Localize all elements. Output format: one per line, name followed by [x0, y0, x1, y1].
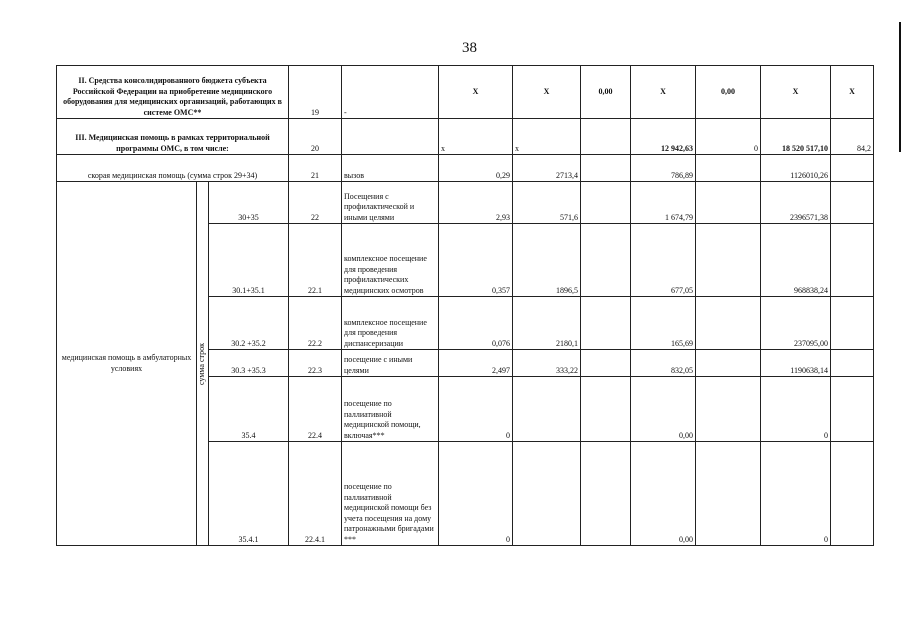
- value-cell: [831, 224, 874, 297]
- value-cell: 2396571,38: [761, 182, 831, 224]
- line-number: 22: [289, 182, 342, 224]
- table-row: [57, 66, 874, 119]
- row-name: скорая медицинская помощь (сумма строк 29+34): [57, 155, 289, 182]
- value-cell: 18 520 517,10: [761, 119, 831, 155]
- value-cell: 2180,1: [513, 297, 581, 350]
- value-cell: 1 674,79: [631, 182, 696, 224]
- value-cell: 677,05: [631, 224, 696, 297]
- value-cell: [696, 377, 761, 442]
- line-number: 20: [289, 119, 342, 155]
- unit-cell: посещение с иными целями: [342, 350, 439, 377]
- value-cell: [581, 155, 631, 182]
- value-cell: [831, 297, 874, 350]
- value-cell: [581, 182, 631, 224]
- value-cell: 2,497: [439, 350, 513, 377]
- value-cell: [831, 377, 874, 442]
- unit-cell: [342, 119, 439, 155]
- value-cell: [831, 350, 874, 377]
- value-cell: [696, 224, 761, 297]
- row-name: II. Средства консолидированного бюджета субъекта Российской Федерации на приобретение медицинского оборудования для медицинских организаций, работающих в системе ОМС**: [57, 66, 289, 119]
- unit-cell: -: [342, 66, 439, 119]
- group-label: сумма строк: [197, 342, 207, 385]
- unit-cell: посещение по паллиативной медицинской помощи без учета посещения на дому патронажными бригадами ***: [342, 442, 439, 546]
- value-cell: X: [761, 66, 831, 119]
- value-cell: [696, 182, 761, 224]
- value-cell: 968838,24: [761, 224, 831, 297]
- value-cell: 0,00: [696, 66, 761, 119]
- value-cell: 333,22: [513, 350, 581, 377]
- value-cell: 2,93: [439, 182, 513, 224]
- table-row: [57, 182, 874, 224]
- value-cell: 2713,4: [513, 155, 581, 182]
- financing-table: [56, 65, 874, 546]
- value-cell: 1126010,26: [761, 155, 831, 182]
- row-name: III. Медицинская помощь в рамках территориальной программы ОМС, в том числе:: [57, 119, 289, 155]
- value-cell: 0,076: [439, 297, 513, 350]
- value-cell: 786,89: [631, 155, 696, 182]
- page-number: 38: [462, 40, 477, 56]
- line-number: 22.2: [289, 297, 342, 350]
- unit-cell: посещение по паллиативной медицинской помощи, включая***: [342, 377, 439, 442]
- value-cell: 1190638,14: [761, 350, 831, 377]
- value-cell: x: [513, 119, 581, 155]
- unit-cell: Посещения с профилактической и иными целями: [342, 182, 439, 224]
- value-cell: x: [439, 119, 513, 155]
- value-cell: 832,05: [631, 350, 696, 377]
- value-cell: [513, 442, 581, 546]
- row-ref: 30+35: [209, 182, 289, 224]
- value-cell: [831, 442, 874, 546]
- value-cell: [696, 155, 761, 182]
- group-label-cell: [197, 182, 209, 546]
- value-cell: X: [831, 66, 874, 119]
- table-row: [57, 155, 874, 182]
- value-cell: 84,2: [831, 119, 874, 155]
- value-cell: [696, 297, 761, 350]
- row-ref: 30.2 +35.2: [209, 297, 289, 350]
- value-cell: 1896,5: [513, 224, 581, 297]
- value-cell: 0,00: [631, 377, 696, 442]
- line-number: 22.4: [289, 377, 342, 442]
- line-number: 22.3: [289, 350, 342, 377]
- value-cell: [581, 350, 631, 377]
- value-cell: 12 942,63: [631, 119, 696, 155]
- unit-cell: вызов: [342, 155, 439, 182]
- outpatient-name: медицинская помощь в амбулаторных условиях: [57, 182, 197, 546]
- value-cell: 571,6: [513, 182, 581, 224]
- row-ref: 35.4.1: [209, 442, 289, 546]
- unit-cell: комплексное посещение для проведения профилактических медицинских осмотров: [342, 224, 439, 297]
- value-cell: 0: [696, 119, 761, 155]
- value-cell: X: [631, 66, 696, 119]
- value-cell: 0,29: [439, 155, 513, 182]
- value-cell: 237095,00: [761, 297, 831, 350]
- row-ref: 35.4: [209, 377, 289, 442]
- value-cell: 0: [439, 442, 513, 546]
- value-cell: 165,69: [631, 297, 696, 350]
- value-cell: [581, 224, 631, 297]
- unit-cell: комплексное посещение для проведения диспансеризации: [342, 297, 439, 350]
- line-number: 22.1: [289, 224, 342, 297]
- value-cell: [581, 119, 631, 155]
- row-ref: 30.3 +35.3: [209, 350, 289, 377]
- line-number: 19: [289, 66, 342, 119]
- value-cell: 0: [761, 442, 831, 546]
- line-number: 21: [289, 155, 342, 182]
- value-cell: 0: [761, 377, 831, 442]
- value-cell: [696, 350, 761, 377]
- page-edge-bar: [899, 22, 901, 152]
- value-cell: [831, 155, 874, 182]
- value-cell: [581, 377, 631, 442]
- value-cell: [513, 377, 581, 442]
- line-number: 22.4.1: [289, 442, 342, 546]
- value-cell: 0,00: [631, 442, 696, 546]
- value-cell: 0: [439, 377, 513, 442]
- value-cell: 0,357: [439, 224, 513, 297]
- value-cell: [696, 442, 761, 546]
- value-cell: [831, 182, 874, 224]
- row-ref: 30.1+35.1: [209, 224, 289, 297]
- value-cell: X: [439, 66, 513, 119]
- value-cell: 0,00: [581, 66, 631, 119]
- value-cell: [581, 297, 631, 350]
- value-cell: X: [513, 66, 581, 119]
- table-row: [57, 119, 874, 155]
- value-cell: [581, 442, 631, 546]
